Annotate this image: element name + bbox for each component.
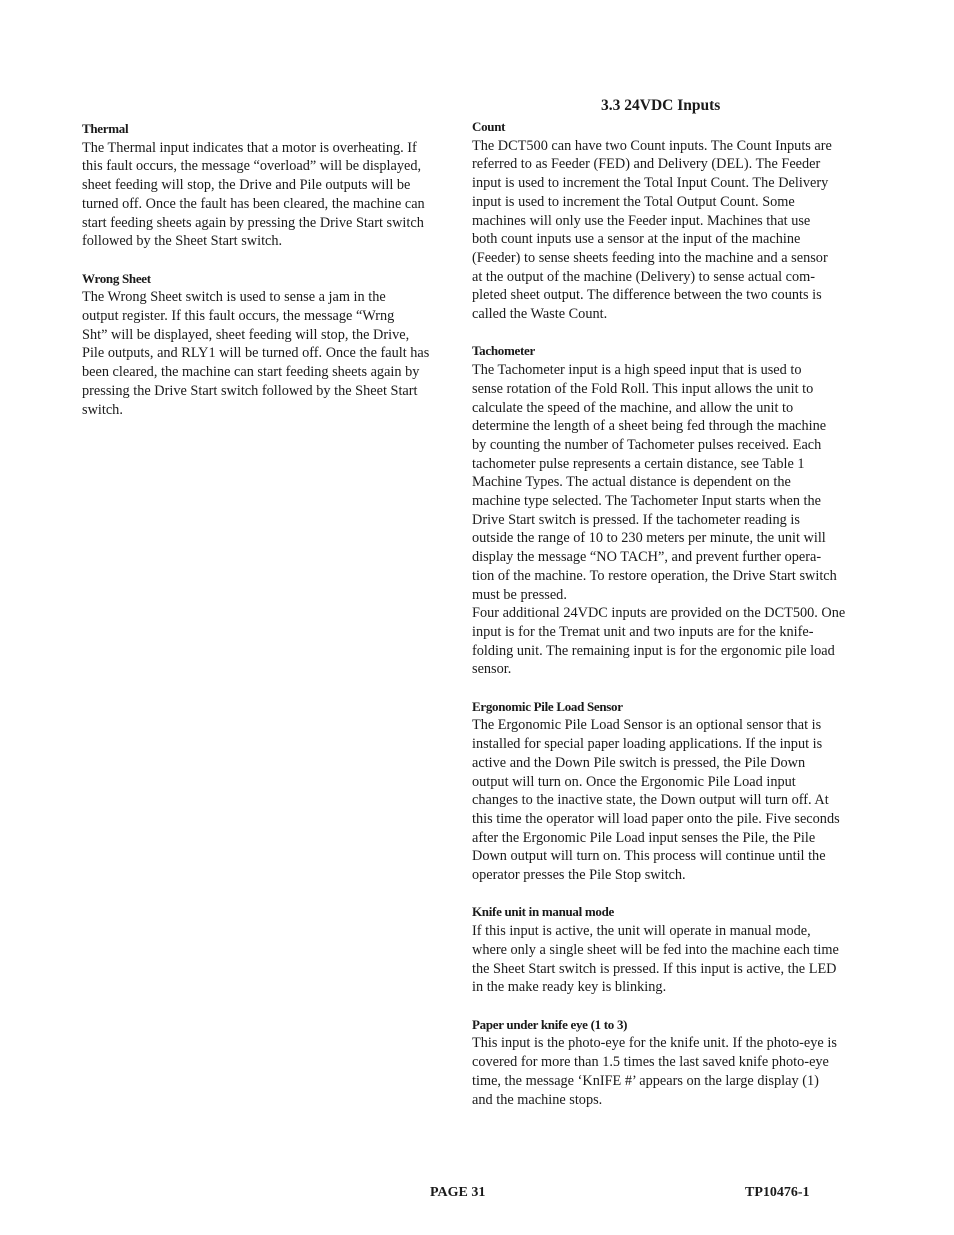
text-line: referred to as Feeder (FED) and Delivery (DEL). The Feeder — [472, 156, 821, 173]
text-line: The Thermal input indicates that a motor is overheating. If — [82, 139, 417, 156]
text-line: input is used to increment the Total Output Count. Some — [472, 193, 795, 210]
text-line: by counting the number of Tachometer pulses received. Each — [472, 436, 822, 453]
left-column — [82, 120, 464, 419]
text-line: sensor. — [472, 661, 512, 678]
text-line: output register. If this fault occurs, the message “Wrng — [82, 308, 395, 325]
section-gap — [472, 679, 874, 698]
text-line: time, the message ‘KnIFE #’ appears on the large display (1) — [472, 1072, 819, 1089]
text-line: switch. — [82, 401, 123, 418]
text-line: in the make ready key is blinking. — [472, 979, 667, 996]
section-thermal — [82, 120, 464, 251]
text-line: input is used to increment the Total Input Count. The Delivery — [472, 175, 829, 192]
text-line: called the Waste Count. — [472, 306, 608, 323]
text-line: If this input is active, the unit will operate in manual mode, — [472, 923, 811, 940]
text-line: determine the length of a sheet being fed through the machine — [472, 418, 827, 435]
text-line: Machine Types. The actual distance is dependent on the — [472, 474, 791, 491]
text-line: (Feeder) to sense sheets feeding into the machine and a sensor — [472, 249, 828, 266]
text-line: The Wrong Sheet switch is used to sense a jam in the — [82, 289, 386, 306]
text-line: display the message “NO TACH”, and prevent further opera- — [472, 549, 822, 566]
text-line: followed by the Sheet Start switch. — [82, 233, 283, 250]
section-ergonomic-pile-load-sensor — [472, 698, 874, 885]
text-line: where only a single sheet will be fed into the machine each time — [472, 941, 839, 958]
section-heading: Knife unit in manual mode — [472, 904, 615, 920]
section-gap — [82, 251, 464, 270]
section-heading: Paper under knife eye (1 to 3) — [472, 1016, 628, 1032]
text-line: at the output of the machine (Delivery) to sense actual com- — [472, 268, 815, 285]
text-line: installed for special paper loading applications. If the input is — [472, 736, 823, 753]
section-heading: Tachometer — [472, 343, 535, 359]
section-gap — [472, 997, 874, 1016]
text-line: pleted sheet output. The difference between the two counts is — [472, 287, 822, 304]
text-line: sheet feeding will stop, the Drive and Pile outputs will be — [82, 177, 411, 194]
text-line: Four additional 24VDC inputs are provided on the DCT500. One — [472, 605, 846, 622]
section-wrong-sheet — [82, 270, 464, 420]
text-line: changes to the inactive state, the Down output will turn off. At — [472, 792, 829, 809]
text-line: calculate the speed of the machine, and allow the unit to — [472, 399, 794, 416]
page-number: PAGE 31 — [430, 1185, 486, 1200]
text-line: Sht” will be displayed, sheet feeding will stop, the Drive, — [82, 326, 410, 343]
section-paper-under-knife-eye-1-to-3 — [472, 1016, 874, 1110]
text-line: The Ergonomic Pile Load Sensor is an optional sensor that is — [472, 717, 822, 734]
document-id: TP10476-1 — [745, 1185, 810, 1200]
text-line: outside the range of 10 to 230 meters per minute, the unit will — [472, 530, 826, 547]
text-line: machines will only use the Feeder input. Machines that use — [472, 212, 811, 229]
text-line: output will turn on. Once the Ergonomic Pile Load input — [472, 773, 796, 790]
text-line: and the machine stops. — [472, 1091, 603, 1108]
section-title: 3.3 24VDC Inputs — [601, 97, 721, 114]
section-tachometer — [472, 342, 874, 679]
section-count — [472, 118, 874, 324]
text-line: the Sheet Start switch is pressed. If this input is active, the LED — [472, 960, 837, 977]
text-line: machine type selected. The Tachometer Input starts when the — [472, 493, 822, 510]
text-line: This input is the photo-eye for the knife unit. If the photo-eye is — [472, 1035, 837, 1052]
text-line: this fault occurs, the message “overload” will be displayed, — [82, 158, 422, 175]
text-line: Drive Start switch is pressed. If the tachometer reading is — [472, 511, 800, 528]
text-line: input is for the Tremat unit and two inputs are for the knife- — [472, 623, 814, 640]
text-line: active and the Down Pile switch is pressed, the Pile Down — [472, 754, 806, 771]
section-knife-unit-in-manual-mode — [472, 903, 874, 997]
text-line: The Tachometer input is a high speed input that is used to — [472, 362, 802, 379]
text-line: this time the operator will load paper onto the pile. Five seconds — [472, 810, 840, 827]
text-line: The DCT500 can have two Count inputs. The Count Inputs are — [472, 137, 832, 154]
text-line: operator presses the Pile Stop switch. — [472, 867, 686, 884]
text-line: covered for more than 1.5 times the last saved knife photo-eye — [472, 1054, 829, 1071]
text-line: sense rotation of the Fold Roll. This input allows the unit to — [472, 380, 814, 397]
right-column — [472, 118, 874, 1109]
text-line: must be pressed. — [472, 586, 567, 603]
text-line: start feeding sheets again by pressing the Drive Start switch — [82, 214, 424, 231]
section-gap — [472, 885, 874, 904]
text-line: tachometer pulse represents a certain distance, see Table 1 — [472, 455, 805, 472]
text-line: Down output will turn on. This process will continue until the — [472, 848, 826, 865]
text-line: after the Ergonomic Pile Load input senses the Pile, the Pile — [472, 829, 816, 846]
section-heading: Thermal — [82, 121, 129, 136]
section-heading: Count — [472, 119, 506, 134]
section-heading: Wrong Sheet — [82, 270, 151, 286]
text-line: turned off. Once the fault has been cleared, the machine can — [82, 195, 425, 212]
text-line: both count inputs use a sensor at the input of the machine — [472, 231, 801, 248]
text-line: tion of the machine. To restore operation, the Drive Start switch — [472, 567, 837, 584]
text-line: Pile outputs, and RLY1 will be turned off. Once the fault has — [82, 345, 430, 362]
text-line: pressing the Drive Start switch followed by the Sheet Start — [82, 382, 418, 399]
section-heading: Ergonomic Pile Load Sensor — [472, 698, 623, 714]
text-line: folding unit. The remaining input is for the ergonomic pile load — [472, 642, 835, 659]
section-gap — [472, 324, 874, 343]
text-line: been cleared, the machine can start feeding sheets again by — [82, 364, 420, 381]
